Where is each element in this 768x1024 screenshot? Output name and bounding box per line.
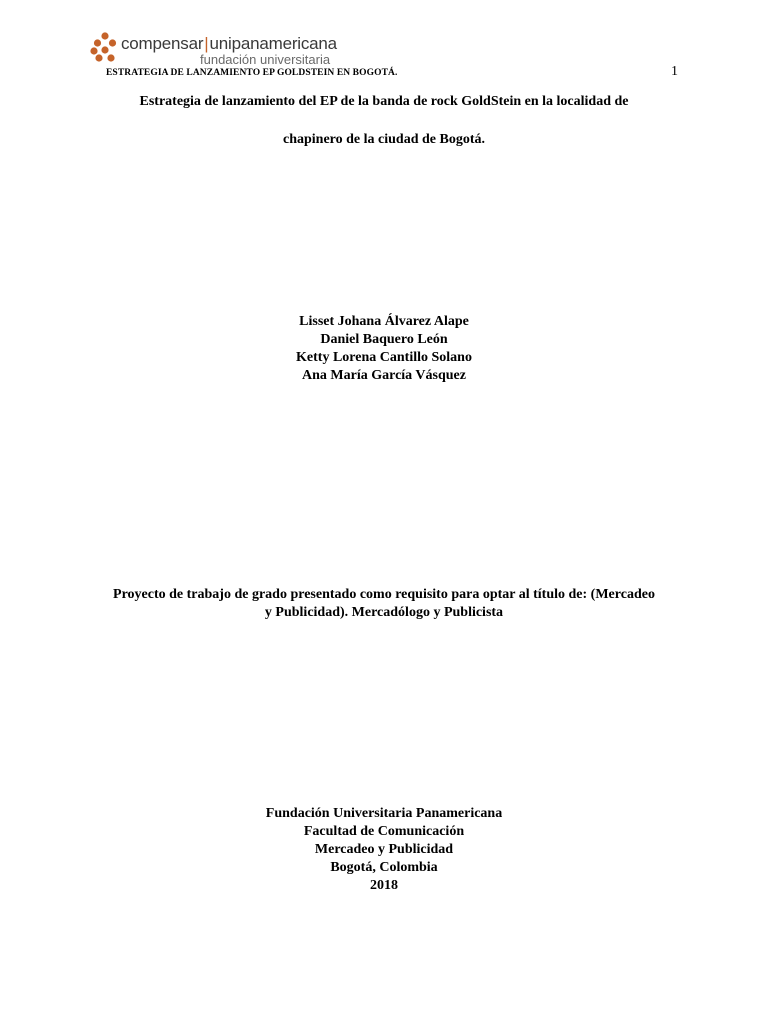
author-name: Ketty Lorena Cantillo Solano: [296, 350, 472, 365]
title-line-2: chapinero de la ciudad de Bogotá.: [283, 132, 485, 147]
logo-wordmark: [121, 34, 337, 54]
institution-name: Fundación Universitaria Panamericana: [265, 806, 503, 821]
author-name: Daniel Baquero León: [320, 332, 448, 347]
author-name: Lisset Johana Álvarez Alape: [299, 314, 469, 329]
program-name: Mercadeo y Publicidad: [314, 842, 454, 857]
running-head: ESTRATEGIA DE LANZAMIENTO EP GOLDSTEIN EN BOGOTÁ.: [106, 68, 398, 78]
document-title: [0, 92, 768, 168]
project-statement: [0, 586, 768, 622]
title-line-1: Estrategia de lanzamiento del EP de la banda de rock GoldStein en la localidad de: [139, 94, 629, 109]
institution-logo: [90, 32, 337, 72]
page-number: 1: [671, 64, 678, 79]
compensar-dots-logo-icon: [90, 32, 120, 62]
institution-block: [0, 805, 768, 895]
faculty-name: Facultad de Comunicación: [303, 824, 465, 839]
author-list: [0, 313, 768, 385]
logo-brand-primary: compensar: [121, 34, 204, 53]
logo-separator: |: [204, 34, 209, 53]
year: 2018: [370, 878, 398, 893]
project-line-1: Proyecto de trabajo de grado presentado como requisito para optar al título de: (Mercadeo: [113, 587, 655, 602]
logo-subtitle: fundación universitaria: [200, 52, 331, 67]
logo-brand-secondary: unipanamericana: [209, 34, 337, 53]
project-line-2: y Publicidad). Mercadólogo y Publicista: [264, 605, 504, 620]
city-name: Bogotá, Colombia: [330, 860, 438, 875]
author-name: Ana María García Vásquez: [302, 368, 466, 383]
